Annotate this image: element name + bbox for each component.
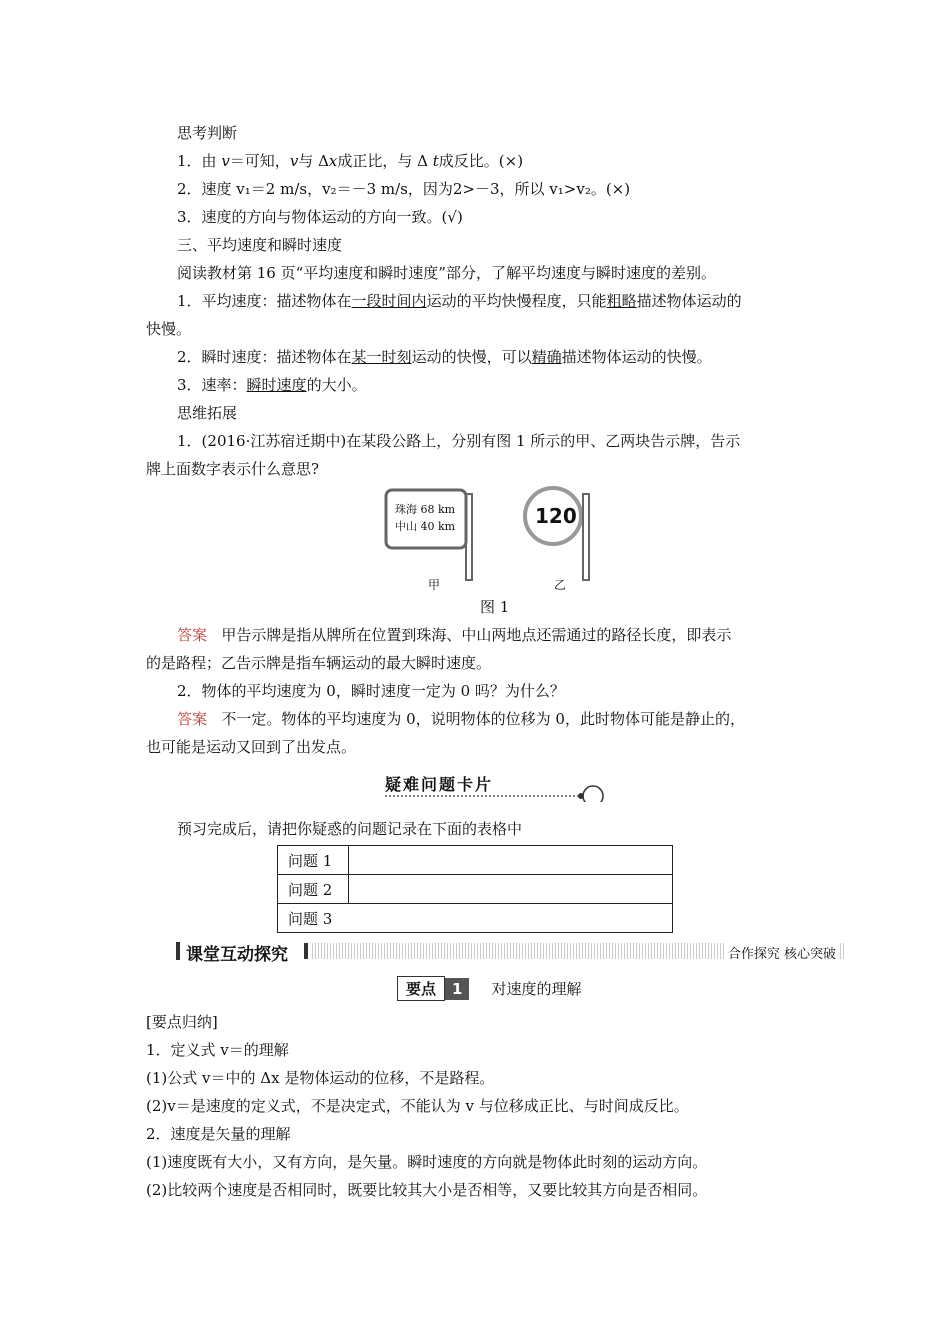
section-heading-velocity: 三、平均速度和瞬时速度 [177, 236, 343, 254]
average-velocity-definition-cont: 快慢。 [146, 320, 192, 338]
answer-2-cont: 也可能是运动又回到了出发点。 [146, 738, 357, 756]
speed-definition: 3．速率：瞬时速度的大小。 [177, 376, 367, 394]
summary-item-2-2: (2)比较两个速度是否相同时，既要比较其大小是否相等，又要比较其方向是否相同。 [146, 1181, 708, 1199]
figure-label-jia: 甲 [428, 578, 441, 592]
table-cell: 问题 1 [278, 846, 349, 875]
figure-caption: 图 1 [480, 598, 510, 616]
question-card-title: 疑难问题卡片 [385, 775, 494, 794]
question-2: 2．物体的平均速度为 0，瞬时速度一定为 0 吗？为什么？ [177, 682, 565, 700]
answer-1: 答案 甲告示牌是指从牌所在位置到珠海、中山两地点还需通过的路径长度，即表示 [177, 626, 732, 644]
figure-road-signs [380, 484, 610, 604]
table-cell: 问题 3 [278, 904, 673, 933]
summary-item-1: 1．定义式 v＝的理解 [146, 1041, 289, 1059]
judge-item-2: 2．速度 v₁＝2 m/s，v₂＝－3 m/s，因为2>－3，所以 v₁>v₂。(×) [177, 180, 631, 198]
summary-item-1-1: (1)公式 v＝中的 Δx 是物体运动的位移，不是路程。 [146, 1069, 495, 1087]
question-card-intro: 预习完成后，请把你疑惑的问题记录在下面的表格中 [177, 820, 523, 838]
table-row [278, 846, 673, 875]
question-table [277, 845, 673, 933]
answer-label: 答案 [177, 710, 208, 728]
question-card-header [385, 772, 493, 795]
answer-1-cont: 的是路程；乙告示牌是指车辆运动的最大瞬时速度。 [146, 654, 492, 672]
judge-item-1: 1．由 v＝可知，v与 Δx成正比，与 Δ t成反比。(×) [177, 152, 524, 170]
section-title-extend: 思维拓展 [177, 404, 238, 422]
answer-input-2[interactable] [349, 875, 673, 904]
answer-2: 答案 不一定。物体的平均速度为 0，说明物体的位移为 0，此时物体可能是静止的， [177, 710, 745, 728]
figure-label-yi: 乙 [554, 578, 567, 592]
summary-item-1-2: (2)v＝是速度的定义式，不是决定式，不能认为 v 与位移成正比、与时间成反比。 [146, 1097, 689, 1115]
average-velocity-definition: 1．平均速度：描述物体在一段时间内运动的平均快慢程度，只能粗略描述物体运动的 [177, 292, 742, 310]
judge-item-3: 3．速度的方向与物体运动的方向一致。(√) [177, 208, 463, 226]
summary-title: [要点归纳] [146, 1013, 218, 1031]
summary-item-2-1: (1)速度既有大小，又有方向，是矢量。瞬时速度的方向就是物体此时刻的运动方向。 [146, 1153, 708, 1171]
key-point-header [397, 976, 581, 1001]
question-1-cont: 牌上面数字表示什么意思? [146, 460, 320, 478]
question-1: 1．(2016·江苏宿迁期中)在某段公路上，分别有图 1 所示的甲、乙两块告示牌，告示 [177, 432, 741, 450]
speed-limit-value: 120 [535, 504, 577, 528]
key-point-title: 对速度的理解 [491, 980, 582, 998]
section-banner [176, 940, 848, 965]
table-row [278, 875, 673, 904]
answer-label: 答案 [177, 626, 208, 644]
instant-velocity-definition: 2．瞬时速度：描述物体在某一时刻运动的快慢，可以精确描述物体运动的快慢。 [177, 348, 712, 366]
sign-zhuhai-distance: 珠海 68 km [395, 503, 456, 516]
banner-subtitle: 合作探究 核心突破 [724, 943, 840, 962]
banner-title: 课堂互动探究 [186, 945, 288, 965]
table-cell: 问题 2 [278, 875, 349, 904]
table-row [278, 904, 673, 933]
reading-instruction: 阅读教材第 16 页“平均速度和瞬时速度”部分，了解平均速度与瞬时速度的差别。 [177, 264, 716, 282]
dotted-line-circle-icon [385, 772, 605, 802]
key-point-label: 要点 [397, 976, 445, 1001]
summary-item-2: 2．速度是矢量的理解 [146, 1125, 291, 1143]
sign-zhongshan-distance: 中山 40 km [395, 520, 456, 533]
section-title-think: 思考判断 [177, 124, 238, 142]
answer-input-1[interactable] [349, 846, 673, 875]
key-point-number: 1 [445, 978, 469, 1000]
